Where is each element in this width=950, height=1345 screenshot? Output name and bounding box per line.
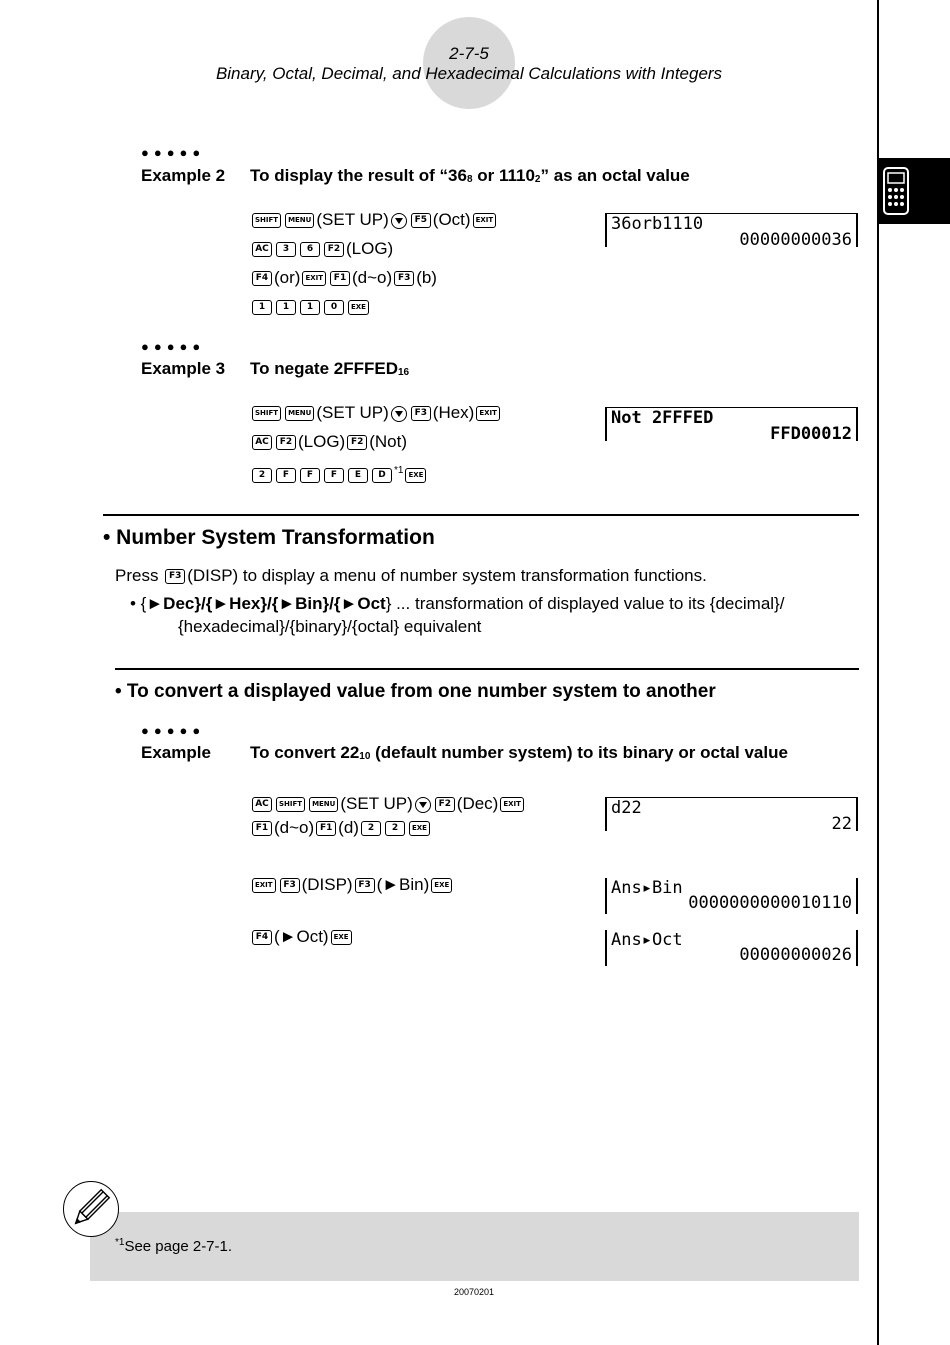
calculator-icon [882, 166, 912, 216]
f3-key: F3 [394, 271, 414, 286]
digit-key: 0 [324, 300, 344, 315]
keystroke-line [250, 296, 371, 318]
keystroke-line: F4 (or) EXIT F1 (d~o) F3 (b) [250, 267, 437, 289]
keystroke-line: SHIFT MENU (SET UP) F5 (Oct) EXIT [250, 209, 498, 231]
f3-key: F3 [165, 569, 185, 584]
exe-key: EXE [409, 821, 430, 836]
exit-key: EXIT [302, 271, 326, 286]
example-description: To display the result of “$36_8$ or $1110_2$” as an octal value [250, 166, 690, 185]
hex-key: F [300, 468, 320, 483]
chapter-tab [877, 158, 950, 224]
exit-key: EXIT [476, 406, 500, 421]
digit-key: 3 [276, 242, 296, 257]
menu-key: MENU [285, 406, 314, 421]
keystroke-line: AC 3 6 F2 (LOG) [250, 238, 393, 260]
hex-key: F [324, 468, 344, 483]
calculator-screen [605, 407, 858, 444]
f1-key: F1 [252, 821, 272, 836]
section-title: • Number System Transformation [103, 526, 435, 549]
screen-line-1: 36orb1110 [611, 214, 704, 234]
bullet-item-continuation: {hexadecimal}/{binary}/{octal} equivalent [178, 617, 482, 636]
screen-line-2: 0000000000010110 [688, 893, 852, 913]
footer-code: 20070201 [453, 1287, 495, 1297]
exe-key: EXE [331, 930, 352, 945]
shift-key: SHIFT [252, 406, 281, 421]
screen-line-2: FFD00012 [770, 424, 852, 444]
keystroke-line: AC SHIFT MENU (SET UP) F2 (Dec) EXIT [250, 793, 526, 815]
keystroke-line: F4 (►Oct) EXE [250, 926, 354, 948]
keystroke-line: AC F2 (LOG) F2 (Not) [250, 431, 407, 453]
screen-line-1: Not 2FFFED [611, 408, 714, 428]
page-number: 2-7-5 [449, 44, 489, 63]
cursor-down-icon [391, 406, 407, 422]
menu-key: MENU [285, 213, 314, 228]
example-description: To convert $22_{10}$ (default number system) to its binary or octal value [250, 743, 788, 762]
exe-key: EXE [405, 468, 426, 483]
digit-key: 6 [300, 242, 320, 257]
digit-key: 2 [385, 821, 405, 836]
f2-key: F2 [276, 435, 296, 450]
digit-key: 2 [252, 468, 272, 483]
exe-key: EXE [348, 300, 369, 315]
pencil-icon [63, 1181, 119, 1237]
section-divider [103, 514, 859, 516]
digit-key: 1 [300, 300, 320, 315]
screen-line-1: Ans▸Bin [611, 878, 683, 898]
f3-key: F3 [411, 406, 431, 421]
shift-key: SHIFT [252, 213, 281, 228]
f4-key: F4 [252, 930, 272, 945]
f3-key: F3 [355, 878, 375, 893]
hex-key: D [372, 468, 392, 483]
cursor-down-icon [415, 797, 431, 813]
ac-key: AC [252, 797, 272, 812]
exit-key: EXIT [252, 878, 276, 893]
digit-key: 1 [252, 300, 272, 315]
screen-line-1: Ans▸Oct [611, 930, 683, 950]
screen-line-2: 22 [831, 814, 852, 834]
keystroke-line: F1 (d~o) F1 (d) 2 2 EXE [250, 817, 432, 839]
cursor-down-icon [391, 213, 407, 229]
exe-key: EXE [431, 878, 452, 893]
example-label: Example [141, 743, 211, 762]
example-label: Example 2 [141, 166, 226, 185]
example-dots: ●●●●● [141, 723, 206, 738]
calculator-screen [605, 213, 858, 250]
ac-key: AC [252, 435, 272, 450]
footnote: $^{*1}$See page 2-7-1. [115, 1237, 233, 1255]
example-label: Example 3 [141, 359, 226, 378]
hex-key: F [276, 468, 296, 483]
f5-key: F5 [411, 213, 431, 228]
example-dots: ●●●●● [141, 145, 206, 160]
page-title: Binary, Octal, Decimal, and Hexadecimal Calculations with Integers [215, 64, 723, 83]
ac-key: AC [252, 242, 272, 257]
calculator-screen [605, 930, 858, 966]
screen-line-2: 00000000036 [739, 230, 852, 250]
keystroke-line: EXIT F3 (DISP) F3 (►Bin) EXE [250, 874, 454, 896]
example-description: To negate $2FFFED_{16}$ [250, 359, 410, 378]
f1-key: F1 [330, 271, 350, 286]
exit-key: EXIT [500, 797, 524, 812]
f2-key: F2 [347, 435, 367, 450]
bullet-item: • {►Dec}/{►Hex}/{►Bin}/{►Oct} ... transformation of displayed value to its {decimal}/ [130, 594, 785, 613]
footnote-mark: *1 [394, 465, 404, 476]
keystroke-line: SHIFT MENU (SET UP) F3 (Hex) EXIT [250, 402, 502, 424]
f2-key: F2 [324, 242, 344, 257]
example-dots: ●●●●● [141, 339, 206, 354]
subsection-title: • To convert a displayed value from one number system to another [115, 681, 716, 702]
shift-key: SHIFT [276, 797, 305, 812]
menu-key: MENU [309, 797, 338, 812]
keystroke-line [250, 460, 428, 482]
digit-key: 1 [276, 300, 296, 315]
digit-key: 2 [361, 821, 381, 836]
calculator-screen [605, 878, 858, 914]
f2-key: F2 [435, 797, 455, 812]
screen-line-2: 00000000026 [739, 945, 852, 965]
screen-line-1: d22 [611, 798, 642, 818]
subsection-divider [115, 668, 859, 670]
exit-key: EXIT [473, 213, 497, 228]
f1-key: F1 [316, 821, 336, 836]
hex-key: E [348, 468, 368, 483]
f4-key: F4 [252, 271, 272, 286]
calculator-screen [605, 797, 858, 834]
f3-key: F3 [280, 878, 300, 893]
section-body: Press F3 (DISP) to display a menu of number system transformation functions. [115, 566, 707, 585]
